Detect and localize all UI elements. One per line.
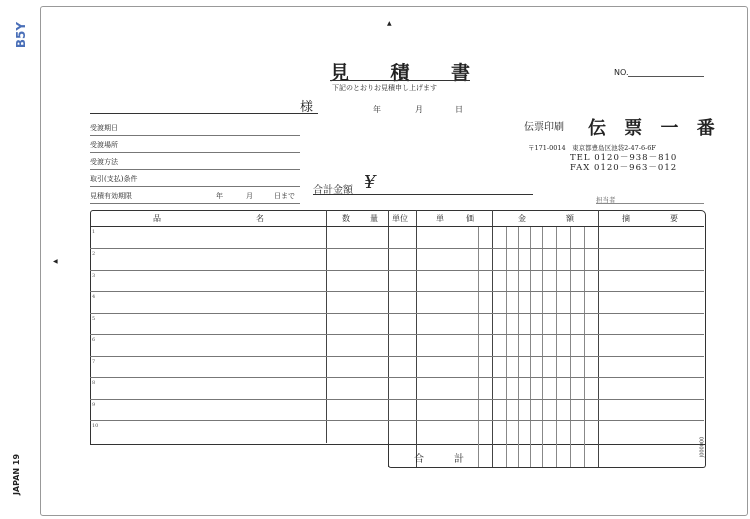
items-table (90, 210, 706, 445)
validity-month-label: 月 (246, 192, 253, 200)
row-number: 3 (92, 273, 96, 279)
header-amount: 額 (566, 214, 574, 223)
field-label: 取引(支払)条件 (90, 175, 138, 183)
company-address: 〒171-0014 東京都豊島区池袋2-47-6-6F (528, 144, 656, 152)
digit-divider (530, 226, 531, 467)
title-underline (330, 80, 470, 81)
header-amount: 金 (518, 214, 526, 223)
delivery-method-field[interactable] (90, 152, 300, 170)
header-price: 単 (436, 214, 444, 223)
row-number: 6 (92, 337, 96, 343)
header-note: 摘 (622, 214, 630, 223)
digit-divider (570, 226, 571, 467)
title-char: 見 (330, 62, 350, 84)
header-item: 品 (153, 214, 161, 223)
date-day-label: 日 (455, 105, 463, 114)
validity-field[interactable] (90, 186, 300, 204)
digit-divider (556, 226, 557, 467)
header-note: 要 (670, 214, 678, 223)
sama-label: 様 (300, 100, 314, 115)
row-divider (90, 334, 704, 335)
row-number: 1 (92, 229, 96, 235)
yen-icon: ¥ (364, 172, 376, 193)
row-divider (90, 420, 704, 421)
row-divider (90, 399, 704, 400)
field-label: 見積有効期限 (90, 192, 132, 200)
customer-name-field[interactable] (90, 113, 318, 114)
row-divider (90, 291, 704, 292)
brand-text: JAPAN 19 (12, 453, 22, 496)
sum-label: 計 (454, 454, 464, 465)
field-label: 受渡場所 (90, 141, 118, 149)
payment-terms-field[interactable] (90, 169, 300, 187)
digit-divider (584, 226, 585, 467)
header-divider (90, 226, 704, 227)
row-number: 8 (92, 380, 96, 386)
header-qty: 量 (370, 214, 378, 223)
row-number: 10 (92, 423, 99, 429)
sum-row (388, 443, 706, 468)
validity-year-label: 年 (216, 192, 223, 200)
row-number: 2 (92, 251, 96, 257)
header-name: 名 (256, 214, 264, 223)
header-unit: 単位 (392, 214, 408, 223)
row-divider (90, 270, 704, 271)
column-divider (326, 210, 327, 443)
top-marker-icon: ▲ (387, 20, 392, 27)
digit-divider (518, 226, 519, 467)
side-number (699, 436, 712, 460)
brand-logo (12, 450, 36, 505)
title-char: 書 (450, 62, 470, 84)
row-number: 7 (92, 359, 96, 365)
digit-divider (478, 226, 479, 467)
person-field[interactable] (596, 203, 704, 204)
side-code-text: B5Y (14, 21, 29, 49)
row-number: 5 (92, 316, 96, 322)
header-qty: 数 (342, 214, 350, 223)
total-amount-label: 合計金額 (313, 185, 353, 196)
company-tel: TEL 0120－938－810 (570, 153, 678, 163)
field-label: 受渡期日 (90, 124, 118, 132)
person-label: 担当者 (596, 196, 616, 204)
sum-label: 合 (414, 454, 424, 465)
company-logo: 伝 票 一 番 (588, 118, 721, 139)
side-number-text: J000000 (699, 436, 706, 458)
row-number: 4 (92, 294, 96, 300)
header-price: 価 (466, 214, 474, 223)
row-divider (90, 356, 704, 357)
field-label: 受渡方法 (90, 158, 118, 166)
delivery-date-field[interactable] (90, 118, 300, 136)
no-field[interactable] (628, 76, 704, 77)
company-label: 伝票印刷 (524, 122, 564, 133)
row-divider (90, 377, 704, 378)
validity-until-label: 日まで (274, 192, 295, 200)
side-code (14, 20, 38, 50)
row-divider (90, 313, 704, 314)
digit-divider (506, 226, 507, 467)
total-amount-field[interactable] (313, 194, 533, 195)
date-year-label: 年 (373, 105, 381, 114)
no-label: NO. (614, 68, 629, 77)
title-char: 積 (390, 62, 410, 84)
subtitle: 下記のとおりお見積申し上げます (332, 84, 437, 92)
delivery-place-field[interactable] (90, 135, 300, 153)
row-number: 9 (92, 402, 96, 408)
company-fax: FAX 0120－963－012 (570, 163, 678, 173)
digit-divider (542, 226, 543, 467)
row-divider (90, 248, 704, 249)
date-month-label: 月 (415, 105, 423, 114)
left-marker-icon: ◀ (53, 258, 58, 265)
